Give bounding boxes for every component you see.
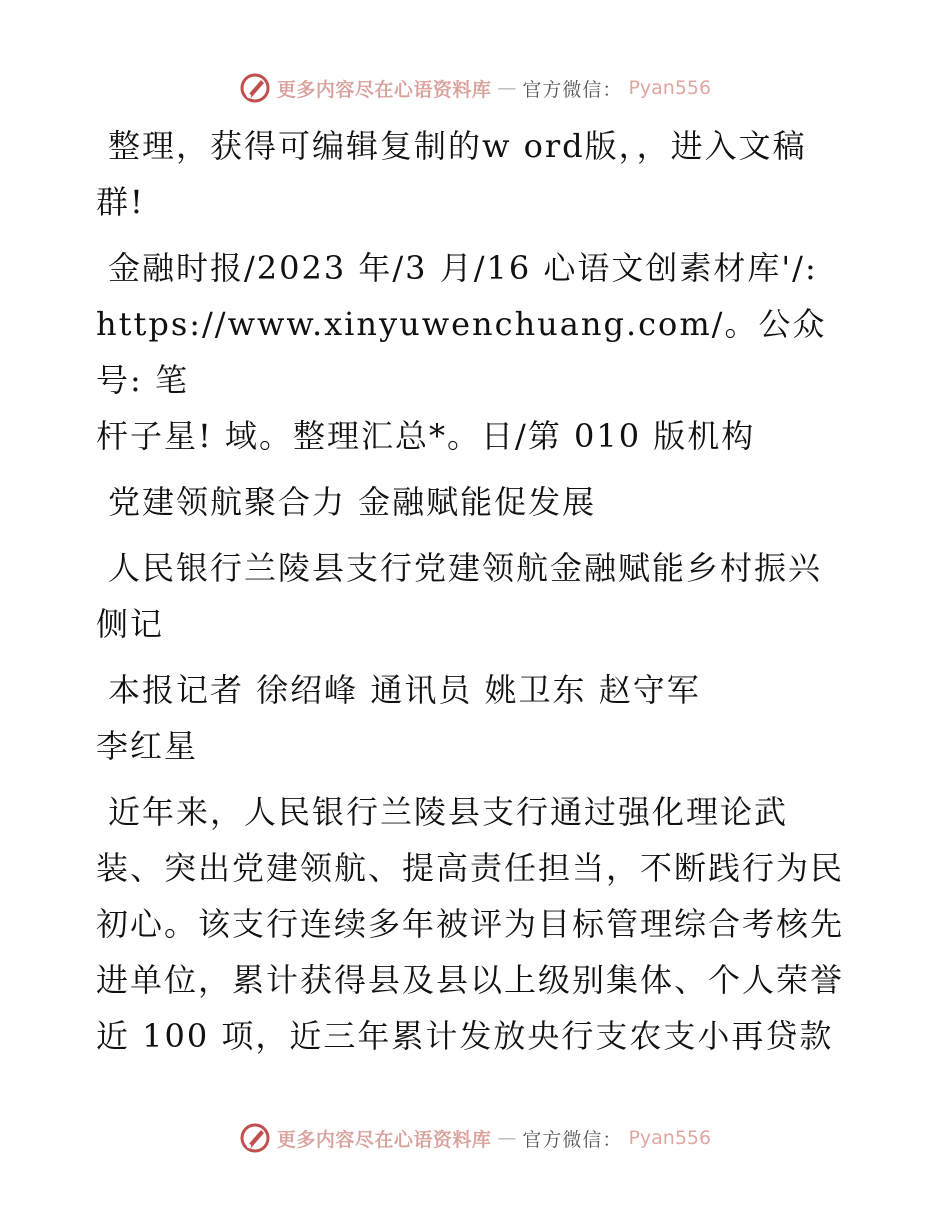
watermark-brand: 更多内容尽在心语资料库 [276,1128,492,1151]
watermark-dash: — [497,77,517,99]
text-line: 人民银行兰陵县支行党建领航金融赋能乡村振兴 [108,549,823,587]
paragraph-headline [96,474,856,530]
header-watermark [0,72,950,104]
watermark-brand: 更多内容尽在心语资料库 [276,78,492,101]
text-line: 本报记者 徐绍峰 通讯员 姚卫东 赵守军 [108,671,701,709]
text-line: 杆子星! 域。整理汇总*。日/第 010 版机构 [96,417,756,455]
footer-watermark [0,1122,950,1154]
text-line: 群! [96,183,145,221]
text-line: https://www.xinyuwenchuang.com/。公众号: 笔 [96,305,827,399]
text-line: 整理，获得可编辑复制的w ord版，，进入文稿 [108,127,807,165]
text-line: 近年来，人民银行兰陵县支行通过强化理论武 [108,793,789,831]
pen-logo-icon [239,72,271,104]
paragraph-source [96,240,856,464]
text-line: 党建领航聚合力 金融赋能促发展 [108,483,597,521]
document-body [96,118,856,1074]
watermark-official: 官方微信： [522,1128,623,1151]
watermark-wechat-id: Pyan556 [628,1127,712,1149]
text-line: 装、突出党建领航、提高责任担当，不断践行为民 [96,849,845,887]
watermark-dash: — [497,1127,517,1149]
watermark-official: 官方微信： [522,78,623,101]
text-line: 近 100 项，近三年累计发放央行支农支小再贷款 [96,1017,834,1055]
text-line: 侧记 [96,605,165,643]
paragraph-subheadline [96,540,856,652]
text-line: 初心。该支行连续多年被评为目标管理综合考核先 [96,905,845,943]
pen-logo-icon [239,1122,271,1154]
watermark-wechat-id: Pyan556 [628,77,712,99]
text-line: 金融时报/2023 年/3 月/16 心语文创素材库'/: [108,249,818,287]
paragraph-body [96,784,856,1064]
text-line: 进单位，累计获得县及县以上级别集体、个人荣誉 [96,961,845,999]
paragraph-intro [96,118,856,230]
paragraph-byline [96,662,856,774]
text-line: 李红星 [96,727,199,765]
